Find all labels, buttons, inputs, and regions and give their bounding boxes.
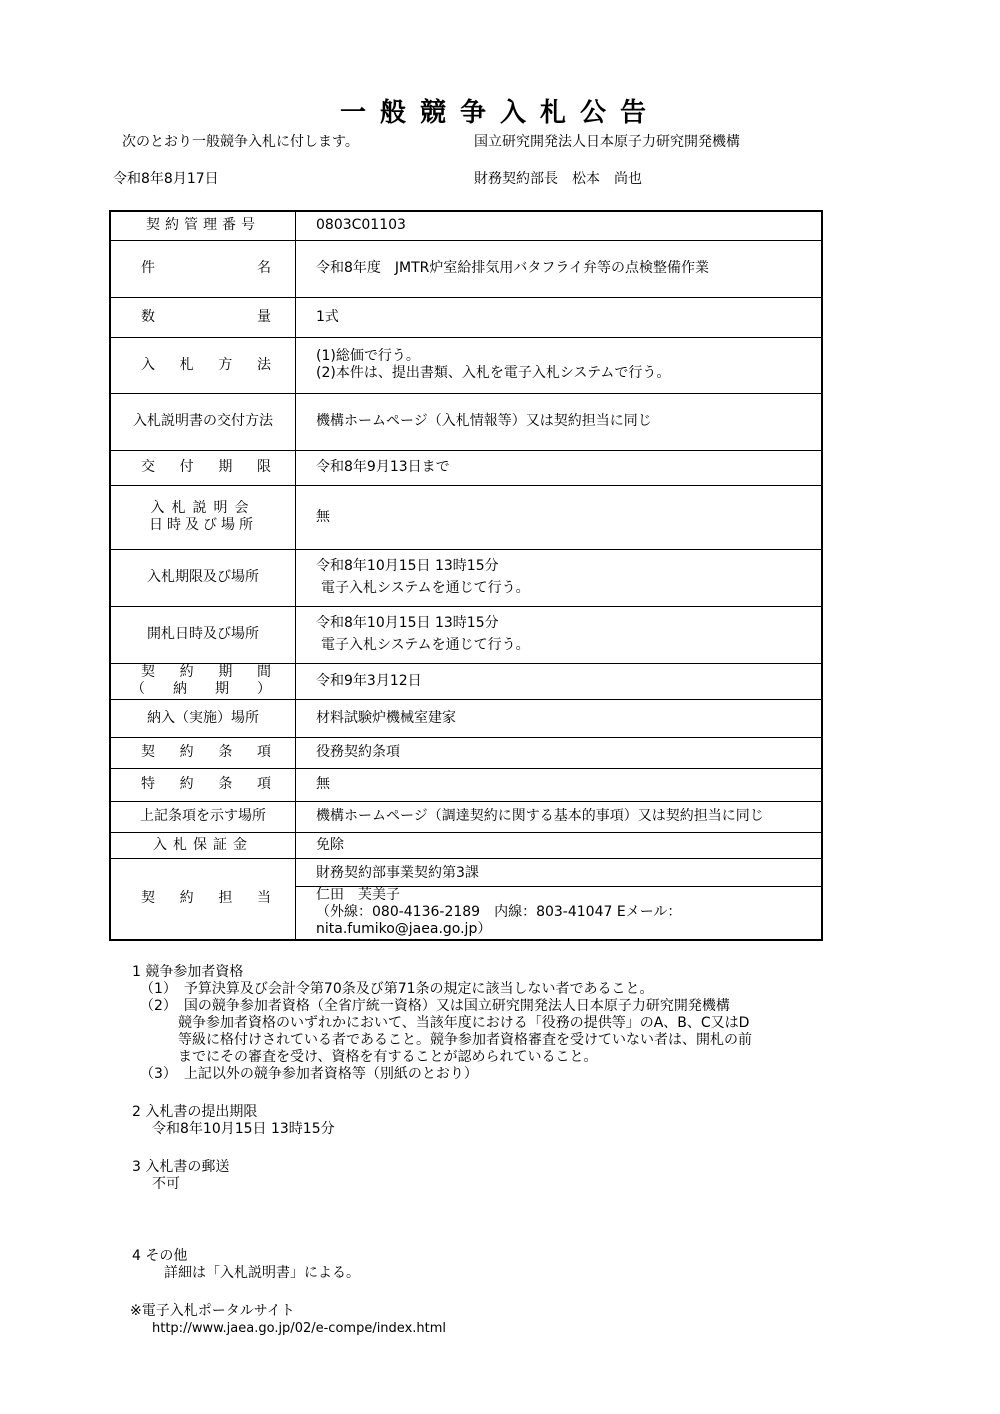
label-contact-text: 契 約 担 当: [141, 890, 271, 907]
label-delivery-deadline-text: 交 付 期 限: [141, 459, 271, 475]
note-2-body: 令和8年10月15日 13時15分: [152, 1121, 335, 1137]
value-quantity: 1式: [296, 297, 823, 337]
note-1-item-2b: 競争参加者資格のいずれかにおいて、当該年度における「役務の提供等」のA、B、C又はD: [178, 1015, 750, 1031]
bid-method-line-2: (2)本件は、提出書類、入札を電子入札システムで行う。: [316, 365, 671, 381]
notice-date: 令和8年8月17日: [113, 171, 219, 187]
label-briefing: [110, 485, 296, 549]
label-terms: [110, 737, 296, 768]
label-quantity-text: 数 量: [141, 308, 271, 325]
label-terms-place: 上記条項を示す場所: [110, 801, 296, 832]
label-period: [110, 663, 296, 699]
notice-table: [109, 210, 823, 941]
note-1-item-2a: （2） 国の競争参加者資格（全省庁統一資格）又は国立研究開発法人日本原子力研究開発機構: [140, 998, 730, 1014]
portal-url[interactable]: http://www.jaea.go.jp/02/e-compe/index.html: [152, 1321, 447, 1336]
value-contract-no: 0803C01103: [296, 211, 823, 240]
row-period: [110, 663, 822, 699]
label-briefing-1: 入札説明会: [150, 500, 256, 516]
value-opening: [296, 606, 823, 663]
value-briefing: 無: [296, 485, 823, 549]
note-1-item-2c: 等級に格付けされている者であること。競争参加者資格審査を受けていない者は、開札の前: [178, 1032, 752, 1048]
label-delivery-deadline: [110, 450, 296, 485]
page-title: 一般競争入札公告: [339, 98, 660, 128]
value-bid-method: [296, 337, 823, 393]
notes-section: [132, 964, 752, 1337]
label-special: [110, 768, 296, 801]
label-quantity: [110, 297, 296, 337]
value-terms-place: 機構ホームページ（調達契約に関する基本的事項）又は契約担当に同じ: [296, 801, 823, 832]
contact-phone: （外線：080-4136-2189 内線：803-41047 Eメール：: [316, 903, 682, 920]
opening-place: 電子入札システムを通じて行う。: [321, 637, 530, 653]
bid-method-line-1: (1)総価で行う。: [316, 348, 420, 364]
label-explanation-delivery: 入札説明書の交付方法: [110, 393, 296, 450]
row-opening: [110, 606, 822, 663]
value-deposit: 免除: [296, 832, 823, 858]
note-1-title: 1 競争参加者資格: [132, 964, 244, 980]
note-4-title: 4 その他: [132, 1248, 188, 1264]
contact-details: [296, 886, 821, 938]
label-special-text: 特 約 条 項: [141, 776, 271, 792]
value-bid-deadline: [296, 549, 823, 606]
note-1-item-2d: までにその審査を受け、資格を有することが認められていること。: [178, 1049, 598, 1065]
label-briefing-2: 日時及び場所: [149, 517, 257, 533]
value-terms: 役務契約条項: [296, 737, 823, 768]
label-subject: [110, 240, 296, 297]
note-1-item-3: （3） 上記以外の競争参加者資格等（別紙のとおり）: [140, 1066, 478, 1082]
label-period-1: 契 約 期 間: [141, 664, 271, 680]
contact-department: 財務契約部事業契約第3課: [316, 864, 479, 881]
label-contract-no: 契約管理番号: [110, 211, 296, 240]
row-bid-method: [110, 337, 822, 393]
note-1-item-1: （1） 予算決算及び会計令第70条及び第71条の規定に該当しない者であること。: [140, 981, 654, 997]
value-explanation-delivery: 機構ホームページ（入札情報等）又は契約担当に同じ: [296, 393, 823, 450]
row-place: [110, 699, 822, 737]
note-4-body: 詳細は「入札説明書」による。: [164, 1265, 360, 1281]
row-contract-no: [110, 211, 822, 240]
organization-name: 国立研究開発法人日本原子力研究開発機構: [474, 134, 740, 150]
row-briefing: [110, 485, 822, 549]
row-deposit: [110, 832, 822, 858]
label-bid-method: [110, 337, 296, 393]
note-3-title: 3 入札書の郵送: [132, 1159, 230, 1175]
label-deposit: 入札保証金: [110, 832, 296, 858]
row-terms-place: [110, 801, 822, 832]
label-period-2: （ 納 期 ）: [131, 681, 271, 697]
contact-name: 仁田 芙美子: [316, 886, 400, 903]
row-subject: [110, 240, 822, 297]
label-subject-text: 件 名: [141, 260, 271, 276]
row-delivery-deadline: [110, 450, 822, 485]
note-2-title: 2 入札書の提出期限: [132, 1104, 258, 1120]
value-period: 令和9年3月12日: [296, 663, 823, 699]
note-3-body: 不可: [152, 1176, 180, 1192]
bid-deadline-datetime: 令和8年10月15日 13時15分: [316, 558, 499, 574]
portal-title: ※電子入札ポータルサイト: [130, 1303, 295, 1319]
label-terms-text: 契 約 条 項: [141, 744, 271, 760]
row-explanation-delivery: [110, 393, 822, 450]
value-contact: [296, 858, 823, 940]
row-bid-deadline: [110, 549, 822, 606]
value-special: 無: [296, 768, 823, 801]
contact-email: nita.fumiko@jaea.go.jp）: [316, 920, 492, 937]
row-contact: [110, 858, 822, 940]
row-terms: [110, 737, 822, 768]
bid-deadline-place: 電子入札システムを通じて行う。: [321, 580, 530, 596]
label-bid-method-text: 入 札 方 法: [141, 356, 271, 373]
value-place: 材料試験炉機械室建家: [296, 699, 823, 737]
label-bid-deadline: 入札期限及び場所: [110, 549, 296, 606]
label-place: 納入（実施）場所: [110, 699, 296, 737]
row-quantity: [110, 297, 822, 337]
row-special: [110, 768, 822, 801]
value-delivery-deadline: 令和8年9月13日まで: [296, 450, 823, 485]
intro-text: 次のとおり一般競争入札に付します。: [122, 134, 359, 150]
signatory: 財務契約部長 松本 尚也: [474, 171, 642, 187]
value-subject: 令和8年度 JMTR炉室給排気用バタフライ弁等の点検整備作業: [296, 240, 823, 297]
label-opening: 開札日時及び場所: [110, 606, 296, 663]
opening-datetime: 令和8年10月15日 13時15分: [316, 615, 499, 631]
label-contact: [110, 858, 296, 940]
